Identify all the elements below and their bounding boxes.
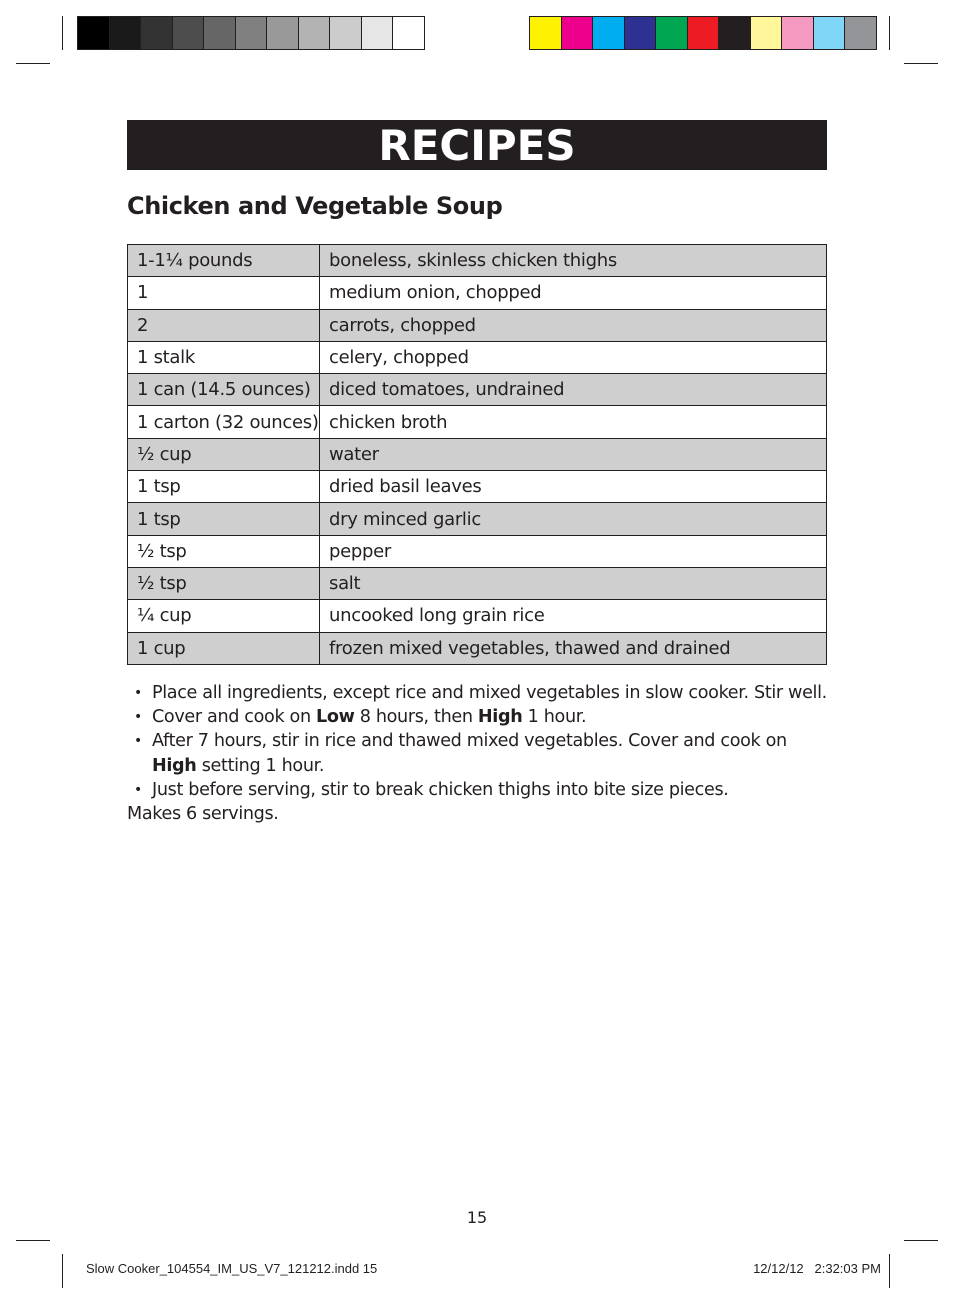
instruction-text: After 7 hours, stir in rice and thawed mixed vegetables. Cover and cook on	[152, 731, 787, 752]
ingredient-row	[128, 374, 827, 406]
ingredients-table	[127, 244, 827, 665]
color-swatch	[751, 17, 783, 49]
servings-note: Makes 6 servings.	[127, 804, 279, 824]
ingredient-row	[128, 438, 827, 470]
page-number: 15	[466, 1208, 488, 1227]
ingredient-quantity: 1 stalk	[128, 341, 320, 373]
ingredient-row	[128, 341, 827, 373]
crop-mark-top-left-horizontal	[16, 63, 50, 64]
ingredient-item: medium onion, chopped	[320, 277, 827, 309]
ingredient-quantity: ½ tsp	[128, 567, 320, 599]
crop-mark-top-right-vertical	[889, 16, 890, 50]
ingredient-item: water	[320, 438, 827, 470]
ingredient-item: frozen mixed vegetables, thawed and drained	[320, 632, 827, 664]
color-swatch	[719, 17, 751, 49]
ingredient-quantity: ½ cup	[128, 438, 320, 470]
instruction-text: Just before serving, stir to break chicken thighs into bite size pieces.	[152, 779, 729, 800]
section-banner-title: RECIPES	[378, 120, 576, 170]
ingredient-item: dry minced garlic	[320, 503, 827, 535]
color-swatch	[141, 17, 173, 49]
crop-mark-bottom-right-horizontal	[904, 1240, 938, 1241]
ingredient-row	[128, 309, 827, 341]
ingredient-item: salt	[320, 567, 827, 599]
color-swatch	[204, 17, 236, 49]
bullet: •	[134, 781, 142, 798]
crop-mark-top-left-vertical	[62, 16, 63, 50]
color-swatch	[845, 17, 876, 49]
ingredient-item: pepper	[320, 535, 827, 567]
ingredient-quantity: 2	[128, 309, 320, 341]
ingredient-item: diced tomatoes, undrained	[320, 374, 827, 406]
process-color-bar	[529, 16, 877, 50]
crop-mark-bottom-left-vertical	[62, 1254, 63, 1288]
ingredient-quantity: 1-1¼ pounds	[128, 245, 320, 277]
color-swatch	[393, 17, 424, 49]
ingredient-row	[128, 471, 827, 503]
bullet: •	[134, 733, 142, 750]
ingredient-quantity: 1 tsp	[128, 471, 320, 503]
instruction-text: setting 1 hour.	[196, 755, 325, 776]
color-swatch	[688, 17, 720, 49]
ingredient-quantity: 1 can (14.5 ounces)	[128, 374, 320, 406]
instruction-text: 8 hours, then	[354, 707, 478, 728]
ingredient-row	[128, 535, 827, 567]
ingredient-item: celery, chopped	[320, 341, 827, 373]
ingredient-item: chicken broth	[320, 406, 827, 438]
color-swatch	[330, 17, 362, 49]
ingredient-item: uncooked long grain rice	[320, 600, 827, 632]
slug-timestamp: 12/12/12 2:32:03 PM	[753, 1261, 881, 1276]
ingredient-quantity: 1 tsp	[128, 503, 320, 535]
color-swatch	[267, 17, 299, 49]
color-swatch	[625, 17, 657, 49]
instruction-step	[127, 681, 827, 705]
section-banner	[127, 120, 827, 170]
ingredient-row	[128, 632, 827, 664]
crop-mark-bottom-left-horizontal	[16, 1240, 50, 1241]
color-swatch	[362, 17, 394, 49]
bullet: •	[134, 685, 142, 701]
crop-mark-top-right-horizontal	[904, 63, 938, 64]
ingredient-item: carrots, chopped	[320, 309, 827, 341]
color-swatch	[78, 17, 110, 49]
color-swatch	[236, 17, 268, 49]
ingredient-quantity: 1 carton (32 ounces)	[128, 406, 320, 438]
color-swatch	[782, 17, 814, 49]
setting-low: Low	[316, 707, 355, 728]
ingredient-row	[128, 567, 827, 599]
setting-high: High	[477, 707, 523, 728]
instruction-text: 1 hour.	[522, 707, 587, 728]
instruction-text: Cover and cook on	[152, 707, 316, 728]
instruction-text: Place all ingredients, except rice and mixed vegetables in slow cooker. Stir well.	[152, 683, 827, 703]
color-swatch	[593, 17, 625, 49]
bullet: •	[134, 709, 142, 726]
color-swatch	[814, 17, 846, 49]
instruction-step	[127, 729, 827, 777]
color-swatch	[656, 17, 688, 49]
crop-mark-bottom-right-vertical	[889, 1254, 890, 1288]
color-swatch	[299, 17, 331, 49]
grayscale-color-bar	[77, 16, 425, 50]
instructions-list	[127, 681, 827, 802]
ingredient-quantity: 1	[128, 277, 320, 309]
ingredient-row	[128, 277, 827, 309]
ingredient-quantity: ½ tsp	[128, 535, 320, 567]
ingredient-row	[128, 503, 827, 535]
ingredient-item: boneless, skinless chicken thighs	[320, 245, 827, 277]
color-swatch	[110, 17, 142, 49]
instruction-step	[127, 778, 827, 802]
color-swatch	[173, 17, 205, 49]
instruction-step	[127, 705, 827, 729]
setting-high: High	[152, 755, 197, 776]
ingredient-item: dried basil leaves	[320, 471, 827, 503]
ingredient-quantity: 1 cup	[128, 632, 320, 664]
recipe-title: Chicken and Vegetable Soup	[127, 192, 503, 220]
ingredient-row	[128, 600, 827, 632]
color-swatch	[562, 17, 594, 49]
ingredient-row	[128, 406, 827, 438]
ingredient-quantity: ¼ cup	[128, 600, 320, 632]
color-swatch	[530, 17, 562, 49]
slug-file-name: Slow Cooker_104554_IM_US_V7_121212.indd 15	[86, 1261, 378, 1276]
ingredient-row	[128, 245, 827, 277]
